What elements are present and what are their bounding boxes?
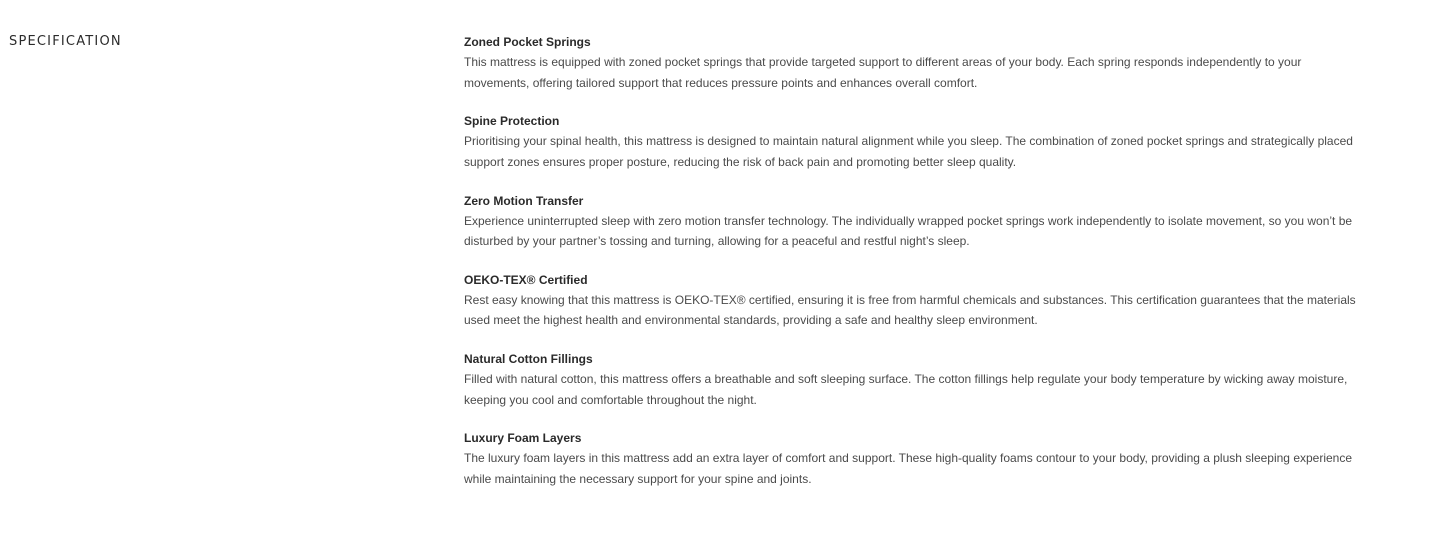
spec-title: Zero Motion Transfer bbox=[464, 193, 584, 208]
spec-item bbox=[464, 271, 1364, 350]
spec-item bbox=[464, 192, 1364, 271]
spec-description: Filled with natural cotton, this mattress offers a breathable and soft sleeping surface. The cotton fillings help regulate your body temperature by wicking away moisture, keeping you cool and comfortable throughout the night. bbox=[464, 372, 1348, 407]
spec-item bbox=[464, 350, 1364, 429]
spec-item bbox=[464, 429, 1364, 508]
section-heading: SPECIFICATION bbox=[9, 34, 122, 49]
spec-description: Prioritising your spinal health, this mattress is designed to maintain natural alignment while you sleep. The combination of zoned pocket springs and strategically placed support zones ensures proper posture, reducing the risk of back pain and promoting better sleep quality. bbox=[464, 134, 1353, 169]
spec-description: Experience uninterrupted sleep with zero motion transfer technology. The individually wrapped pocket springs work independently to isolate movement, so you won’t be disturbed by your partner’s tossing and turning, allowing for a peaceful and restful night’s sleep. bbox=[464, 213, 1353, 249]
spec-item bbox=[464, 112, 1364, 191]
spec-item bbox=[464, 33, 1364, 112]
spec-title: Zoned Pocket Springs bbox=[464, 35, 591, 49]
spec-title: Natural Cotton Fillings bbox=[464, 352, 593, 367]
spec-description: Rest easy knowing that this mattress is OEKO-TEX® certified, ensuring it is free from harmful chemicals and substances. This certification guarantees that the materials used meet the highest health and environmental standards, providing a safe and healthy sleep environment. bbox=[464, 292, 1356, 328]
spec-title: OEKO-TEX® Certified bbox=[464, 272, 588, 287]
specification-list bbox=[464, 33, 1364, 509]
spec-description: The luxury foam layers in this mattress add an extra layer of comfort and support. These high-quality foams contour to your body, providing a plush sleeping experience while maintaining the necessary support for your spine and joints. bbox=[464, 451, 1353, 486]
spec-title: Luxury Foam Layers bbox=[464, 431, 582, 446]
spec-title: Spine Protection bbox=[464, 114, 560, 129]
spec-description: This mattress is equipped with zoned pocket springs that provide targeted support to different areas of your body. Each spring responds independently to your movements, offering tailored support that reduces pressure points and enhances overall comfort. bbox=[464, 55, 1302, 90]
